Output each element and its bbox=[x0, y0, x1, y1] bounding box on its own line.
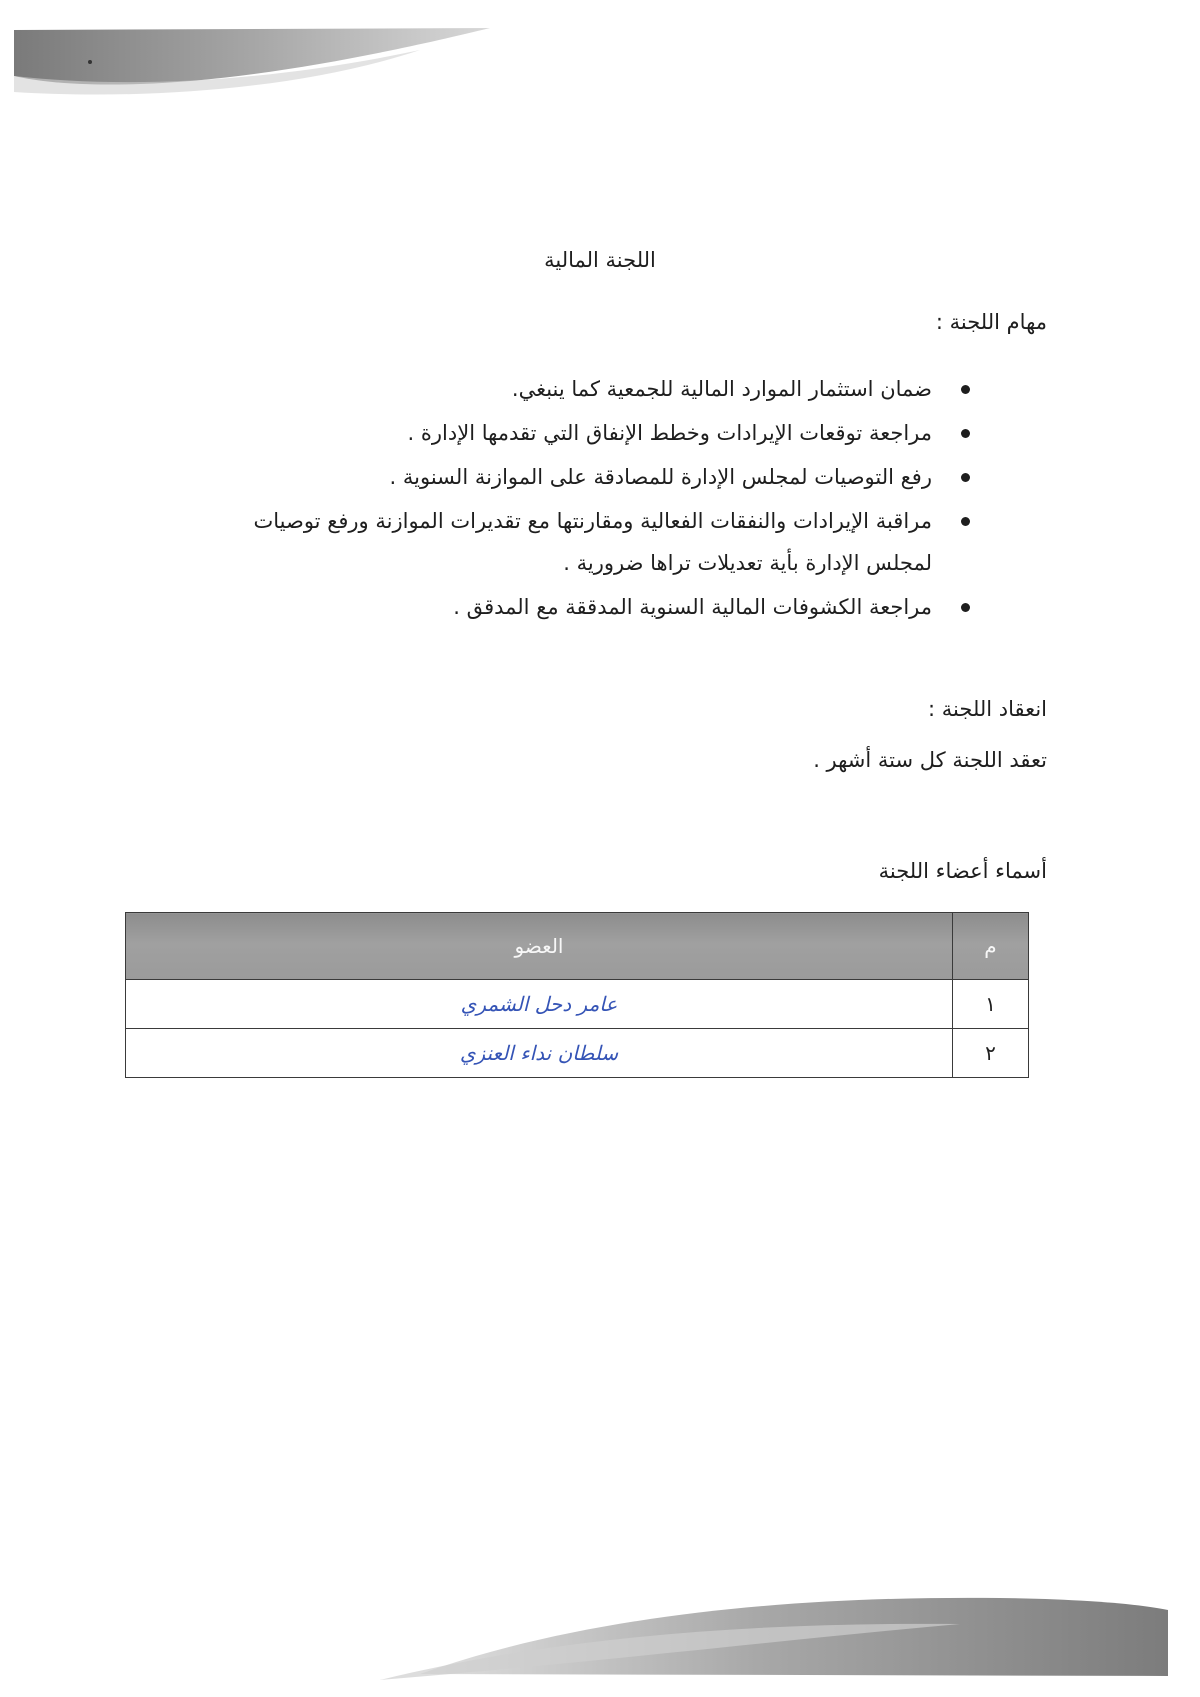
meeting-text: تعقد اللجنة كل ستة أشهر . bbox=[813, 748, 1047, 772]
list-item bbox=[200, 456, 970, 498]
table-header-row bbox=[126, 913, 1029, 980]
task-text: ضمان استثمار الموارد المالية للجمعية كما ينبغي. bbox=[511, 377, 932, 401]
table-row bbox=[126, 980, 1029, 1029]
bullet-icon bbox=[961, 517, 970, 526]
bullet-icon bbox=[961, 473, 970, 482]
list-item bbox=[200, 586, 970, 628]
column-header-member: العضو bbox=[126, 913, 953, 980]
row-number: ٢ bbox=[953, 1029, 1029, 1078]
task-list bbox=[200, 368, 970, 630]
list-item bbox=[200, 412, 970, 454]
task-text: مراجعة الكشوفات المالية السنوية المدققة مع المدقق . bbox=[453, 595, 932, 619]
bottom-swoosh-decoration bbox=[0, 1570, 1200, 1697]
members-heading: أسماء أعضاء اللجنة bbox=[878, 859, 1047, 883]
meeting-heading: انعقاد اللجنة : bbox=[928, 697, 1047, 721]
table-row bbox=[126, 1029, 1029, 1078]
task-text: مراجعة توقعات الإيرادات وخطط الإنفاق التي تقدمها الإدارة . bbox=[407, 421, 932, 445]
task-text: مراقبة الإيرادات والنفقات الفعالية ومقارنتها مع تقديرات الموازنة ورفع توصيات لمجلس الإدارة بأية تعديلات تراها ضرورية . bbox=[253, 509, 932, 575]
tasks-heading: مهام اللجنة : bbox=[935, 310, 1047, 334]
bullet-icon bbox=[961, 429, 970, 438]
bullet-icon bbox=[961, 385, 970, 394]
bullet-icon bbox=[961, 603, 970, 612]
row-number: ١ bbox=[953, 980, 1029, 1029]
page-title: اللجنة المالية bbox=[544, 248, 656, 272]
column-header-number: م bbox=[953, 913, 1029, 980]
top-swoosh-decoration bbox=[0, 0, 1200, 120]
members-table bbox=[125, 912, 1029, 1078]
list-item bbox=[200, 500, 970, 584]
member-name-handwritten: سلطان نداء العنزي bbox=[126, 1029, 953, 1078]
member-name-handwritten: عامر دحل الشمري bbox=[126, 980, 953, 1029]
list-item bbox=[200, 368, 970, 410]
task-text: رفع التوصيات لمجلس الإدارة للمصادقة على الموازنة السنوية . bbox=[389, 465, 932, 489]
